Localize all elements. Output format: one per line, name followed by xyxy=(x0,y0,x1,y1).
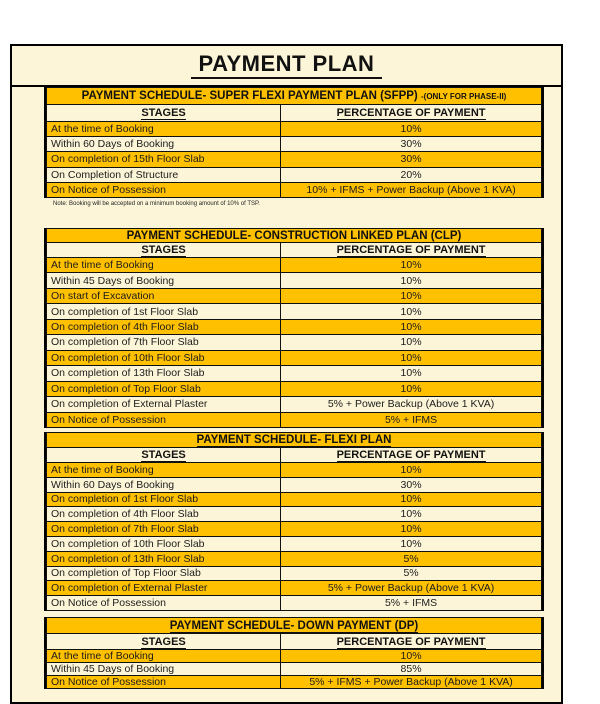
stages-header-label: STAGES xyxy=(141,107,186,119)
section-clp xyxy=(12,228,561,428)
stage-cell: On Notice of Possession xyxy=(47,412,281,427)
percentage-header-label: PERCENTAGE OF PAYMENT xyxy=(336,635,486,648)
stage-cell: On completion of Top Floor Slab xyxy=(47,566,281,581)
title-box xyxy=(12,46,561,87)
page-title: PAYMENT PLAN xyxy=(191,52,383,79)
table-row xyxy=(47,381,542,396)
percentage-cell: 10% xyxy=(281,507,542,522)
table-wrap-flexi xyxy=(46,432,542,611)
percentage-header-cell xyxy=(281,634,542,650)
table-row xyxy=(47,366,542,381)
section-flexi xyxy=(12,432,561,611)
table-header-row xyxy=(47,433,542,448)
table-title-cell xyxy=(47,88,542,105)
percentage-cell: 5% xyxy=(281,566,542,581)
stage-cell: On completion of 1st Floor Slab xyxy=(47,492,281,507)
percentage-cell: 10% xyxy=(281,366,542,381)
percentage-cell: 5% + IFMS xyxy=(281,596,542,611)
table-wrap-sfpp xyxy=(46,87,542,198)
stage-cell: On completion of 13th Floor Slab xyxy=(47,366,281,381)
table-header-row xyxy=(47,229,542,243)
percentage-cell: 10% xyxy=(281,122,542,137)
stage-cell: On completion of External Plaster xyxy=(47,581,281,596)
stage-cell: On completion of 1st Floor Slab xyxy=(47,304,281,319)
stages-header-label: STAGES xyxy=(141,244,186,256)
right-margin-cell xyxy=(542,617,561,689)
table-row xyxy=(47,536,542,551)
stage-cell: Within 45 Days of Booking xyxy=(47,273,281,288)
table-row xyxy=(47,581,542,596)
table-title-suffix: -(ONLY FOR PHASE-II) xyxy=(420,92,507,101)
percentage-cell: 30% xyxy=(281,137,542,152)
table-row xyxy=(47,167,542,182)
table-row xyxy=(47,477,542,492)
stage-cell: On completion of External Plaster xyxy=(47,397,281,412)
percentage-cell: 5% + IFMS + Power Backup (Above 1 KVA) xyxy=(281,676,542,689)
right-margin-cell xyxy=(542,228,561,428)
table-title-cell xyxy=(47,433,542,448)
percentage-cell: 10% xyxy=(281,650,542,663)
section-sfpp xyxy=(12,87,561,198)
percentage-cell: 10% xyxy=(281,350,542,365)
table-title-cell xyxy=(47,229,542,243)
table-row xyxy=(47,412,542,427)
stage-cell: On completion of 4th Floor Slab xyxy=(47,507,281,522)
percentage-cell: 5% + Power Backup (Above 1 KVA) xyxy=(281,581,542,596)
table-header-row xyxy=(47,88,542,105)
table-row xyxy=(47,492,542,507)
table-row xyxy=(47,304,542,319)
stage-cell: On completion of 4th Floor Slab xyxy=(47,319,281,334)
percentage-cell: 10% xyxy=(281,304,542,319)
left-margin-cell xyxy=(12,87,46,198)
column-header-row xyxy=(47,634,542,650)
right-margin-cell xyxy=(542,87,561,198)
table-row xyxy=(47,319,542,334)
table-row xyxy=(47,273,542,288)
table-row xyxy=(47,650,542,663)
table-row xyxy=(47,676,542,689)
percentage-cell: 10% xyxy=(281,492,542,507)
payment-plan-sheet xyxy=(10,44,563,704)
stages-header-cell xyxy=(47,634,281,650)
payment-table-flexi xyxy=(46,432,542,611)
percentage-cell: 10% xyxy=(281,288,542,303)
payment-table-clp xyxy=(46,228,542,428)
table-row xyxy=(47,137,542,152)
percentage-cell: 10% xyxy=(281,463,542,478)
table-row xyxy=(47,522,542,537)
payment-table-dp xyxy=(46,617,542,689)
table-row xyxy=(47,350,542,365)
stages-header-cell xyxy=(47,105,281,122)
percentage-cell: 30% xyxy=(281,152,542,167)
column-header-row xyxy=(47,105,542,122)
table-title: PAYMENT SCHEDULE- FLEXI PLAN xyxy=(196,434,392,446)
stage-cell: On completion of 7th Floor Slab xyxy=(47,522,281,537)
stage-cell: On completion of 13th Floor Slab xyxy=(47,551,281,566)
table-row xyxy=(47,663,542,676)
stage-cell: On Notice of Possession xyxy=(47,676,281,689)
table-row xyxy=(47,397,542,412)
stage-cell: On start of Excavation xyxy=(47,288,281,303)
stage-cell: On completion of Top Floor Slab xyxy=(47,381,281,396)
stage-cell: On Notice of Possession xyxy=(47,596,281,611)
table-row xyxy=(47,566,542,581)
stage-cell: At the time of Booking xyxy=(47,122,281,137)
payment-table-sfpp xyxy=(46,87,542,198)
table-wrap-dp xyxy=(46,617,542,689)
table-row xyxy=(47,288,542,303)
right-margin-cell xyxy=(542,432,561,611)
percentage-cell: 5% + IFMS xyxy=(281,412,542,427)
column-header-row xyxy=(47,448,542,463)
percentage-cell: 10% xyxy=(281,273,542,288)
table-title-cell xyxy=(47,618,542,634)
stages-header-cell xyxy=(47,243,281,258)
stage-cell: Within 60 Days of Booking xyxy=(47,137,281,152)
left-margin-cell xyxy=(12,228,46,428)
table-header-row xyxy=(47,618,542,634)
table-title: PAYMENT SCHEDULE- DOWN PAYMENT (DP) xyxy=(169,619,419,632)
table-row xyxy=(47,335,542,350)
section-dp xyxy=(12,617,561,689)
percentage-header-cell xyxy=(281,243,542,258)
table-wrap-clp xyxy=(46,228,542,428)
percentage-header-cell xyxy=(281,105,542,122)
stage-cell: Within 60 Days of Booking xyxy=(47,477,281,492)
table-row xyxy=(47,258,542,273)
table-row xyxy=(47,122,542,137)
percentage-cell: 10% xyxy=(281,319,542,334)
percentage-cell: 10% xyxy=(281,536,542,551)
percentage-header-label: PERCENTAGE OF PAYMENT xyxy=(336,107,486,119)
percentage-cell: 10% xyxy=(281,381,542,396)
percentage-cell: 10% xyxy=(281,335,542,350)
percentage-cell: 10% xyxy=(281,258,542,273)
column-header-row xyxy=(47,243,542,258)
left-margin-cell xyxy=(12,617,46,689)
left-margin-cell xyxy=(12,432,46,611)
percentage-cell: 10% + IFMS + Power Backup (Above 1 KVA) xyxy=(281,182,542,197)
stage-cell: At the time of Booking xyxy=(47,258,281,273)
stages-header-label: STAGES xyxy=(141,449,186,461)
stage-cell: On completion of 7th Floor Slab xyxy=(47,335,281,350)
stages-header-cell xyxy=(47,448,281,463)
stage-cell: At the time of Booking xyxy=(47,650,281,663)
stage-cell: On Completion of Structure xyxy=(47,167,281,182)
stage-cell: On completion of 10th Floor Slab xyxy=(47,350,281,365)
percentage-cell: 30% xyxy=(281,477,542,492)
percentage-header-cell xyxy=(281,448,542,463)
table-row xyxy=(47,152,542,167)
booking-note: Note: Booking will be accepted on a minimum booking amount of 10% of TSP. xyxy=(53,201,260,207)
table-title: PAYMENT SCHEDULE- CONSTRUCTION LINKED PLAN (CLP) xyxy=(126,229,462,242)
stages-header-label: STAGES xyxy=(141,635,186,648)
table-row xyxy=(47,463,542,478)
schedule-sections xyxy=(12,87,561,689)
stage-cell: On Notice of Possession xyxy=(47,182,281,197)
table-row xyxy=(47,507,542,522)
percentage-cell: 20% xyxy=(281,167,542,182)
stage-cell: On completion of 10th Floor Slab xyxy=(47,536,281,551)
table-row xyxy=(47,551,542,566)
table-row xyxy=(47,596,542,611)
percentage-cell: 5% xyxy=(281,551,542,566)
percentage-header-label: PERCENTAGE OF PAYMENT xyxy=(336,244,486,256)
stage-cell: At the time of Booking xyxy=(47,463,281,478)
percentage-header-label: PERCENTAGE OF PAYMENT xyxy=(336,449,486,461)
stage-cell: Within 45 Days of Booking xyxy=(47,663,281,676)
percentage-cell: 5% + Power Backup (Above 1 KVA) xyxy=(281,397,542,412)
percentage-cell: 10% xyxy=(281,522,542,537)
percentage-cell: 85% xyxy=(281,663,542,676)
stage-cell: On completion of 15th Floor Slab xyxy=(47,152,281,167)
table-title: PAYMENT SCHEDULE- SUPER FLEXI PAYMENT PLAN (SFPP) xyxy=(81,90,418,102)
table-row xyxy=(47,182,542,197)
